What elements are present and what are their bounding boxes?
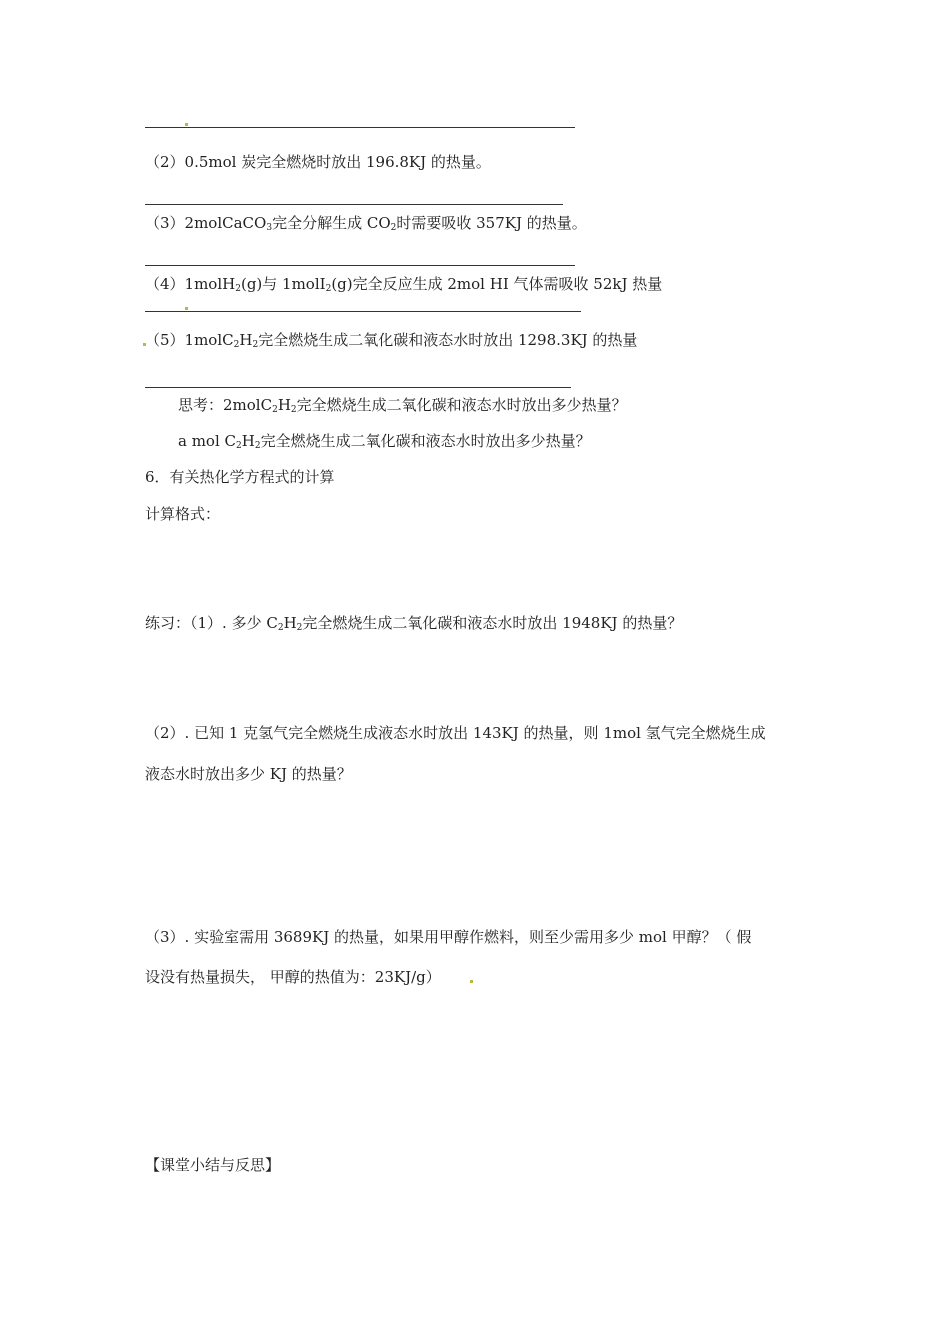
practice-2-line-2: 液态水时放出多少 KJ 的热量？ [145, 765, 352, 783]
decorative-dot [185, 123, 188, 126]
answer-line-3 [145, 265, 575, 266]
calculation-format-label: 计算格式： [145, 505, 221, 523]
exercise-2: （2）0.5mol 炭完全燃烧时放出 196.8KJ 的热量。 [145, 153, 491, 171]
exercise-3: （3）2molCaCO$_3$完全分解生成 $CO_2$时需要吸收 357KJ 的热量。 [145, 214, 587, 233]
exercise-4: （4）1molH$_2$(g)与 1molI$_2$(g)完全反应生成 2mol HI 气体需吸收 52kJ 热量 [145, 275, 663, 294]
practice-3-line-2: 设没有热量损失， 甲醇的热值为：23KJ/g） [145, 968, 441, 986]
answer-line-2 [145, 204, 563, 205]
decorative-dot [185, 307, 188, 310]
section-6-title: 6．有关热化学方程式的计算 [145, 468, 335, 486]
practice-2-line-1: （2）. 已知 1 克氢气完全燃烧生成液态水时放出 143KJ 的热量，则 1mol 氢气完全燃烧生成 [145, 724, 766, 742]
answer-line-1 [145, 127, 575, 128]
exercise-5: $(5)1molC_2H_2$完全燃烧生成二氧化碳和液态水时放出 1298.3KJ 的热量 [145, 331, 638, 350]
answer-line-5 [145, 387, 571, 388]
practice-1: 练习：（1）. 多少 $C_2H_2$完全燃烧生成二氧化碳和液态水时放出 1948KJ 的热量？ [145, 614, 683, 633]
thinking-question-2: a mol $C_2H_2$完全燃烧生成二氧化碳和液态水时放出多少热量？ [178, 432, 591, 451]
practice-3-line-1: （3）. 实验室需用 3689KJ 的热量，如果用甲醇作燃料，则至少需用多少 mol 甲醇？（ 假 [145, 928, 752, 946]
thinking-question-1: 思考：$2molC_2H_2$完全燃烧生成二氧化碳和液态水时放出多少热量？ [178, 396, 627, 415]
answer-line-4 [145, 311, 581, 312]
decorative-dot [470, 980, 473, 983]
summary-title: 【课堂小结与反思】 [145, 1156, 281, 1174]
